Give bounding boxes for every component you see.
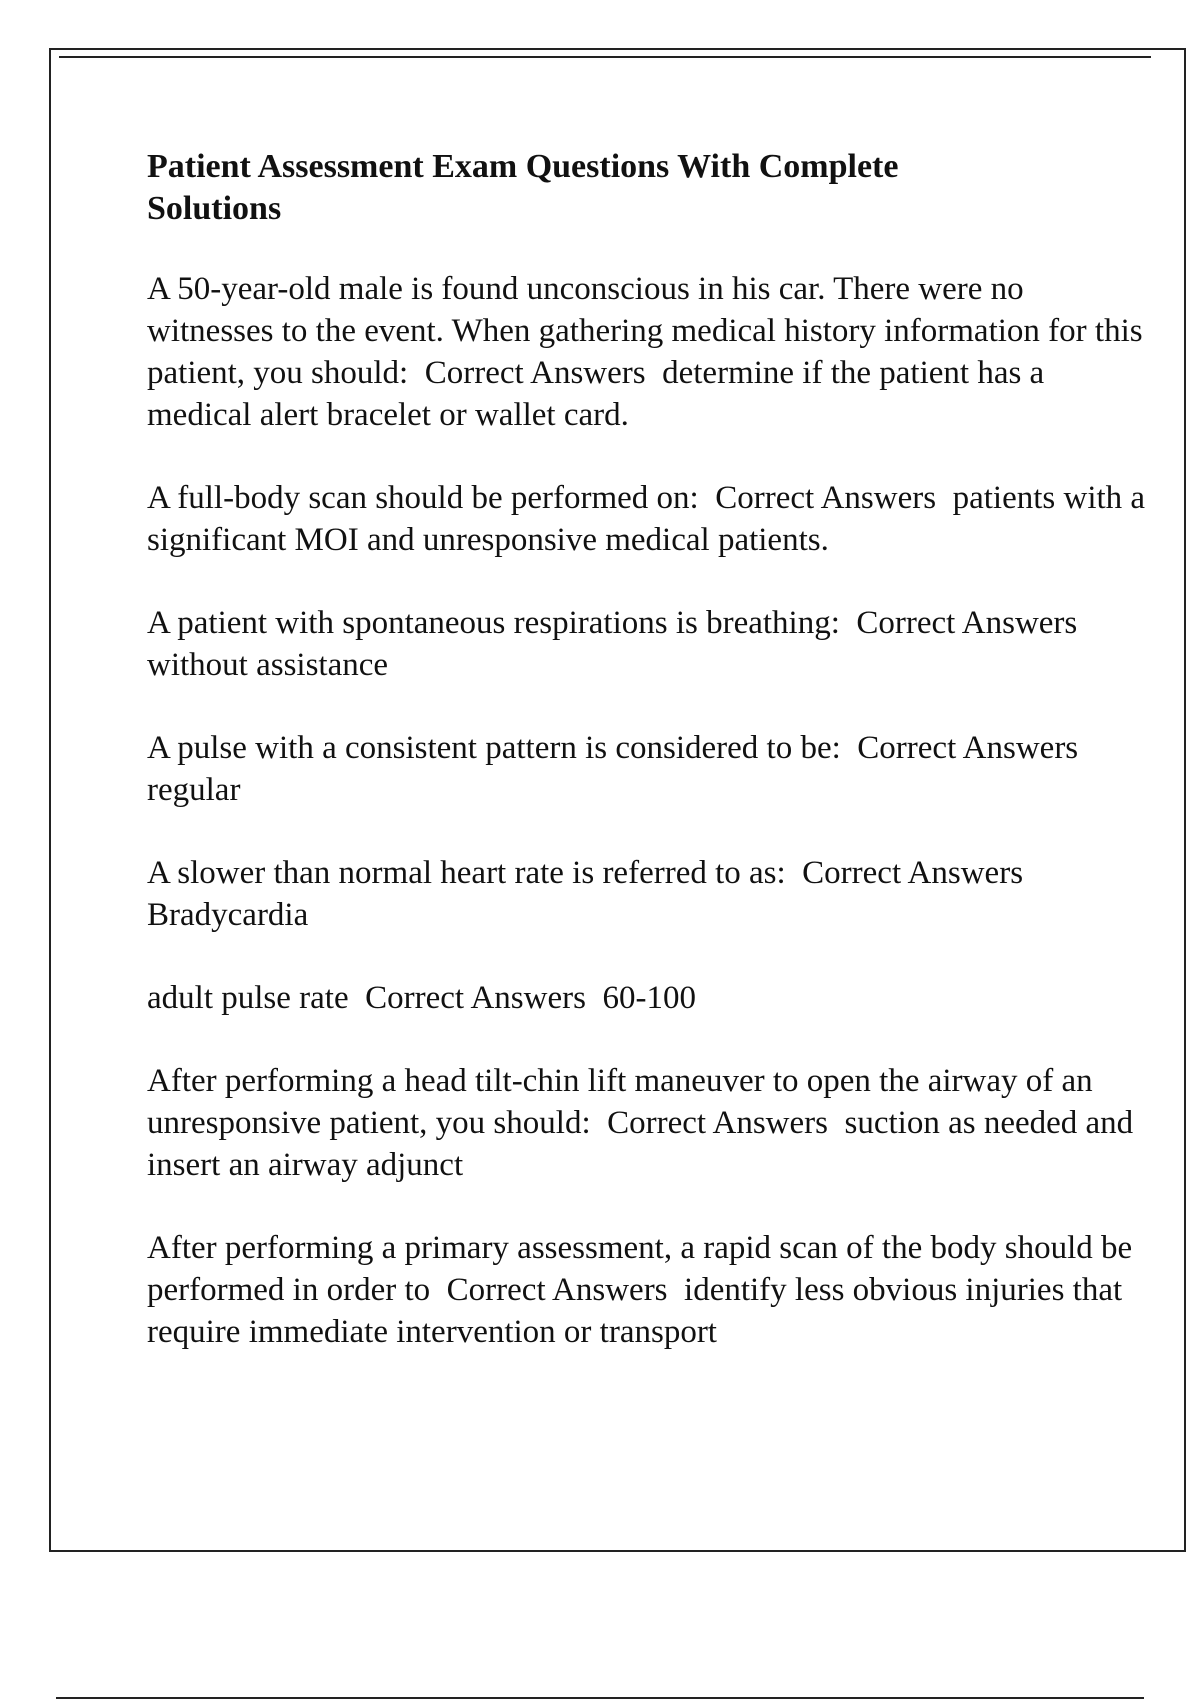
answer-separator: Correct Answers (408, 355, 663, 391)
page-title: Patient Assessment Exam Questions With Complete Solutions (147, 148, 899, 227)
question-text: After performing a primary assessment, a rapid scan of the body should be performed in order to (147, 1230, 1141, 1308)
answer-text: identify less obvious injuries that require immediate intervention or transport (147, 1272, 1131, 1350)
question-text: adult pulse rate (147, 980, 349, 1016)
qa-item (147, 977, 1147, 1019)
page-frame (49, 48, 1186, 1552)
answer-text: without assistance (147, 647, 389, 683)
answer-text: determine if the patient has a medical alert bracelet or wallet card. (147, 355, 1053, 433)
bottom-rule (56, 1697, 1144, 1699)
answer-text: suction as needed and insert an airway adjunct (147, 1105, 1142, 1183)
question-text: A slower than normal heart rate is referred to as: (147, 855, 786, 891)
question-text: After performing a head tilt-chin lift maneuver to open the airway of an unresponsive patient, you should: (147, 1063, 1101, 1141)
answer-separator: Correct Answers (785, 855, 1040, 891)
question-text: A 50-year-old male is found unconscious in his car. There were no witnesses to the event. When gathering medical history information for this patient, you should: (147, 271, 1151, 391)
answer-text: regular (147, 772, 241, 808)
qa-item (147, 268, 1151, 436)
top-rule (59, 56, 1151, 58)
qa-item (147, 852, 1147, 936)
qa-item (147, 1060, 1147, 1186)
qa-item (147, 477, 1154, 561)
qa-item (147, 602, 1147, 686)
answer-text: Bradycardia (147, 897, 309, 933)
question-text: A full-body scan should be performed on: (147, 480, 699, 516)
qa-item (147, 727, 1147, 811)
answer-separator: Correct Answers (840, 730, 1095, 766)
answer-separator: Correct Answers (698, 480, 953, 516)
answer-text: patients with a significant MOI and unresponsive medical patients. (147, 480, 1154, 558)
answer-separator: Correct Answers (348, 980, 603, 1016)
document-content (147, 146, 1154, 1394)
answer-separator: Correct Answers (590, 1105, 845, 1141)
qa-item (147, 1227, 1147, 1353)
answer-text: 60-100 (602, 980, 696, 1016)
question-text: A patient with spontaneous respirations is breathing: (147, 605, 840, 641)
question-text: A pulse with a consistent pattern is considered to be: (147, 730, 841, 766)
answer-separator: Correct Answers (839, 605, 1094, 641)
answer-separator: Correct Answers (430, 1272, 685, 1308)
